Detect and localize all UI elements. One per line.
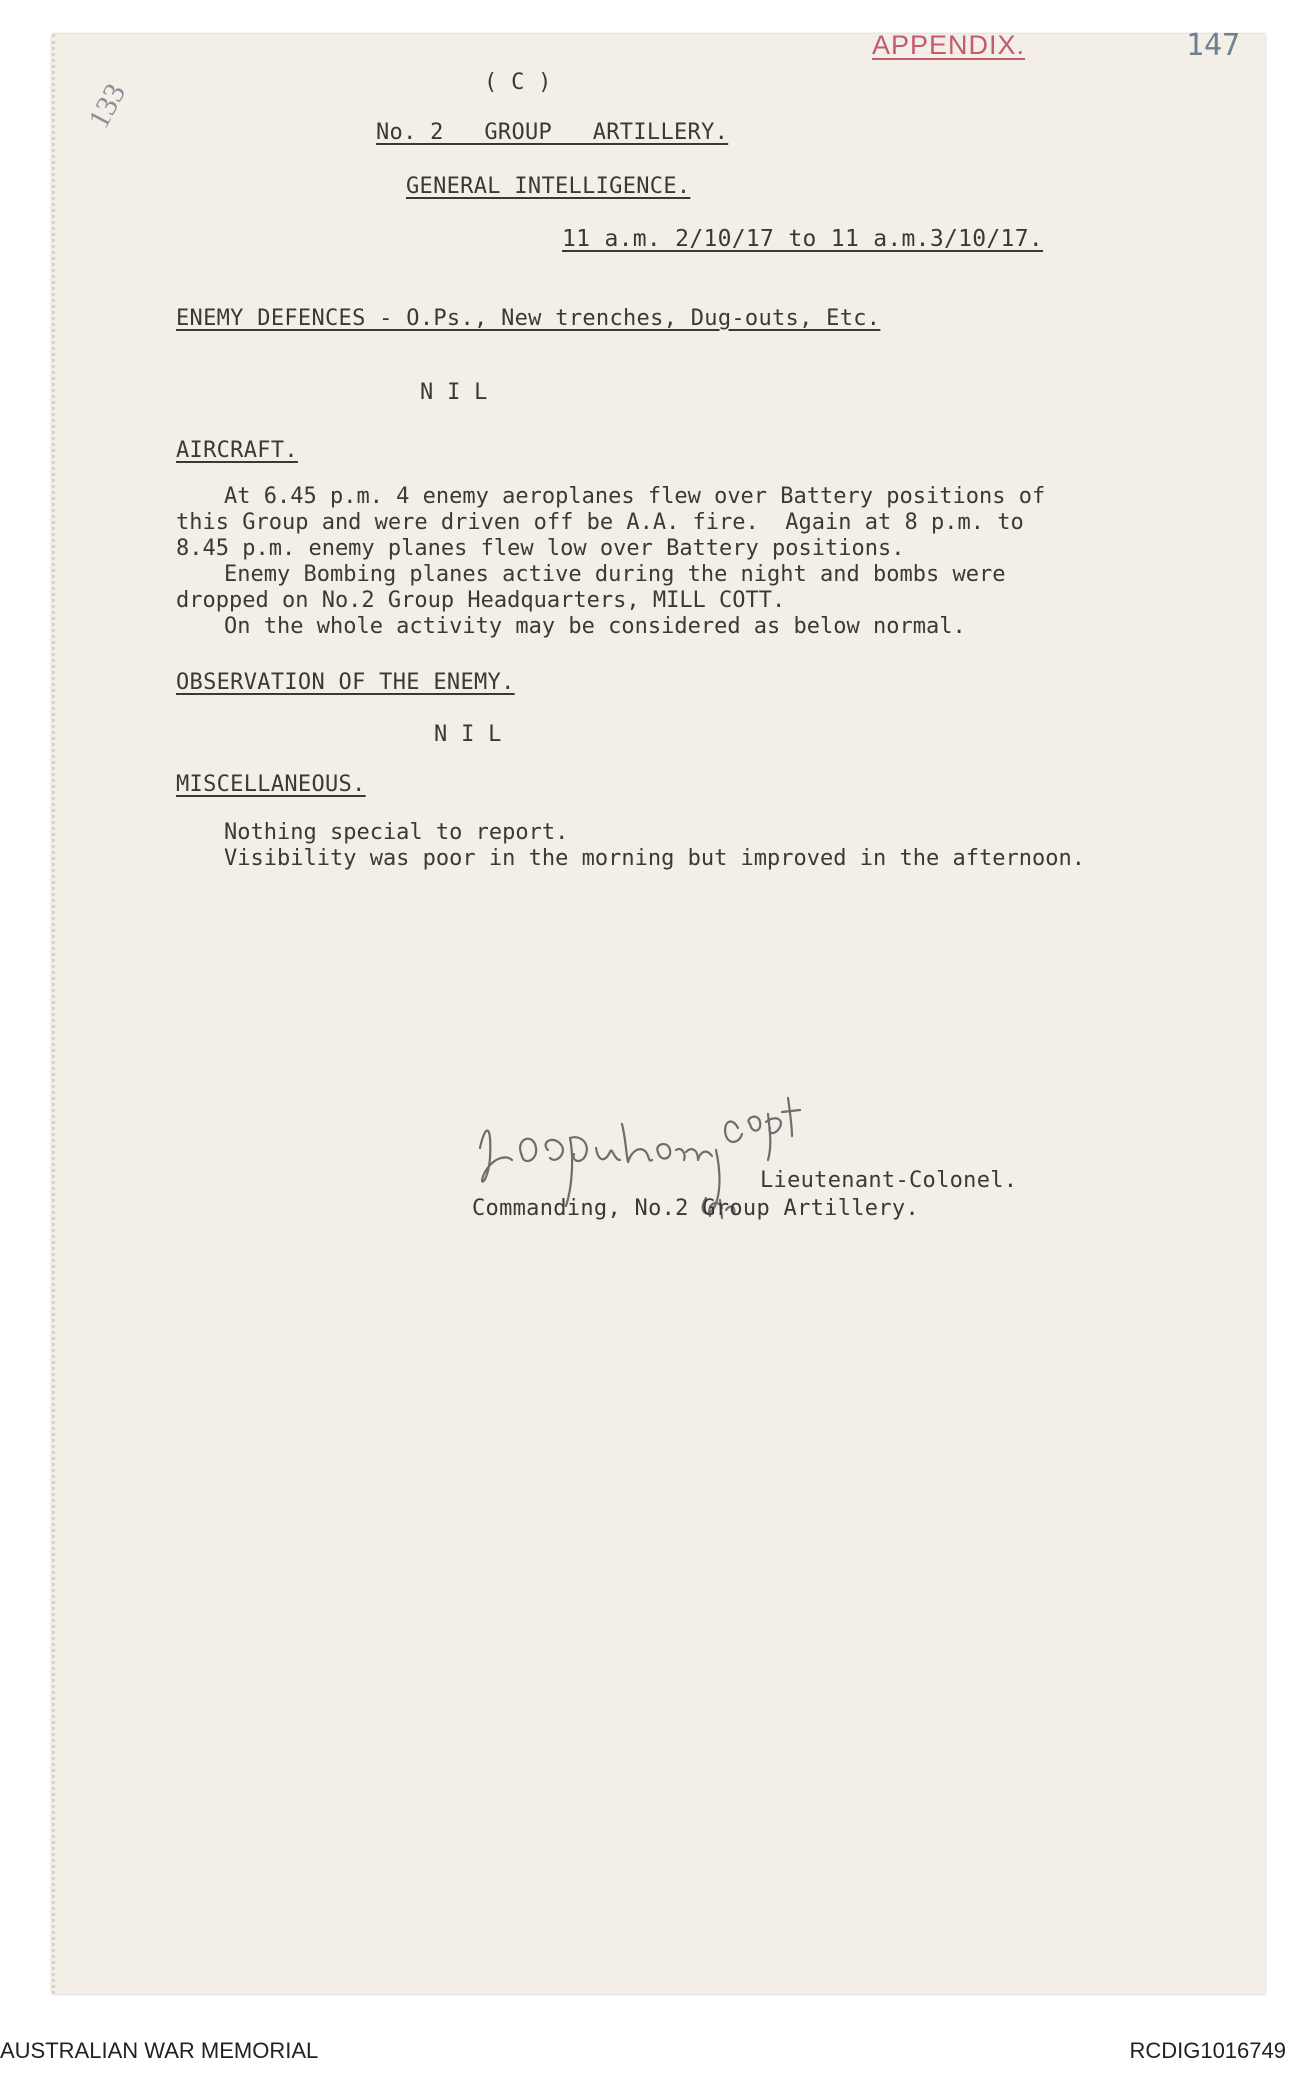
report-period: 11 a.m. 2/10/17 to 11 a.m.3/10/17.: [562, 226, 1044, 252]
enemy-defences-heading-rest: - O.Ps., New trenches, Dug-outs, Etc.: [365, 306, 881, 331]
enemy-defences-nil: N I L: [420, 380, 488, 405]
aircraft-heading: AIRCRAFT.: [176, 438, 298, 463]
footer-record-id: RCDIG1016749: [1129, 2038, 1286, 2063]
miscellaneous-paragraph: [224, 820, 1085, 872]
page-number: 147: [1186, 28, 1241, 63]
aircraft-line: this Group and were driven off be A.A. fire. Again at 8 p.m. to: [176, 510, 1024, 535]
aircraft-line: At 6.45 p.m. 4 enemy aeroplanes flew over Battery positions of: [224, 484, 1046, 509]
section-marker: ( C ): [484, 70, 552, 95]
aircraft-line: 8.45 p.m. enemy planes flew low over Battery positions.: [176, 536, 905, 561]
unit-heading: No. 2 GROUP ARTILLERY.: [376, 120, 729, 145]
miscellaneous-line: Visibility was poor in the morning but improved in the afternoon.: [224, 846, 1085, 871]
enemy-defences-heading-main: ENEMY DEFENCES: [176, 306, 366, 331]
miscellaneous-heading: MISCELLANEOUS.: [176, 772, 366, 797]
aircraft-line: dropped on No.2 Group Headquarters, MILL COTT.: [176, 588, 786, 613]
observation-heading: OBSERVATION OF THE ENEMY.: [176, 670, 515, 695]
enemy-defences-heading: [176, 306, 880, 331]
footer-source: AUSTRALIAN WAR MEMORIAL: [0, 2038, 319, 2063]
appendix-stamp: APPENDIX.: [872, 30, 1026, 60]
folio-number: 133: [82, 78, 133, 134]
observation-nil: N I L: [434, 722, 502, 747]
aircraft-line: Enemy Bombing planes active during the night and bombs were: [224, 562, 1006, 587]
signature-command: Commanding, No.2 Group Artillery.: [472, 1196, 919, 1221]
miscellaneous-line: Nothing special to report.: [224, 820, 569, 845]
signature-rank: Lieutenant-Colonel.: [760, 1168, 1018, 1193]
aircraft-line: On the whole activity may be considered as below normal.: [224, 614, 966, 639]
report-title: GENERAL INTELLIGENCE.: [406, 174, 691, 199]
aircraft-paragraph: [176, 484, 1045, 640]
